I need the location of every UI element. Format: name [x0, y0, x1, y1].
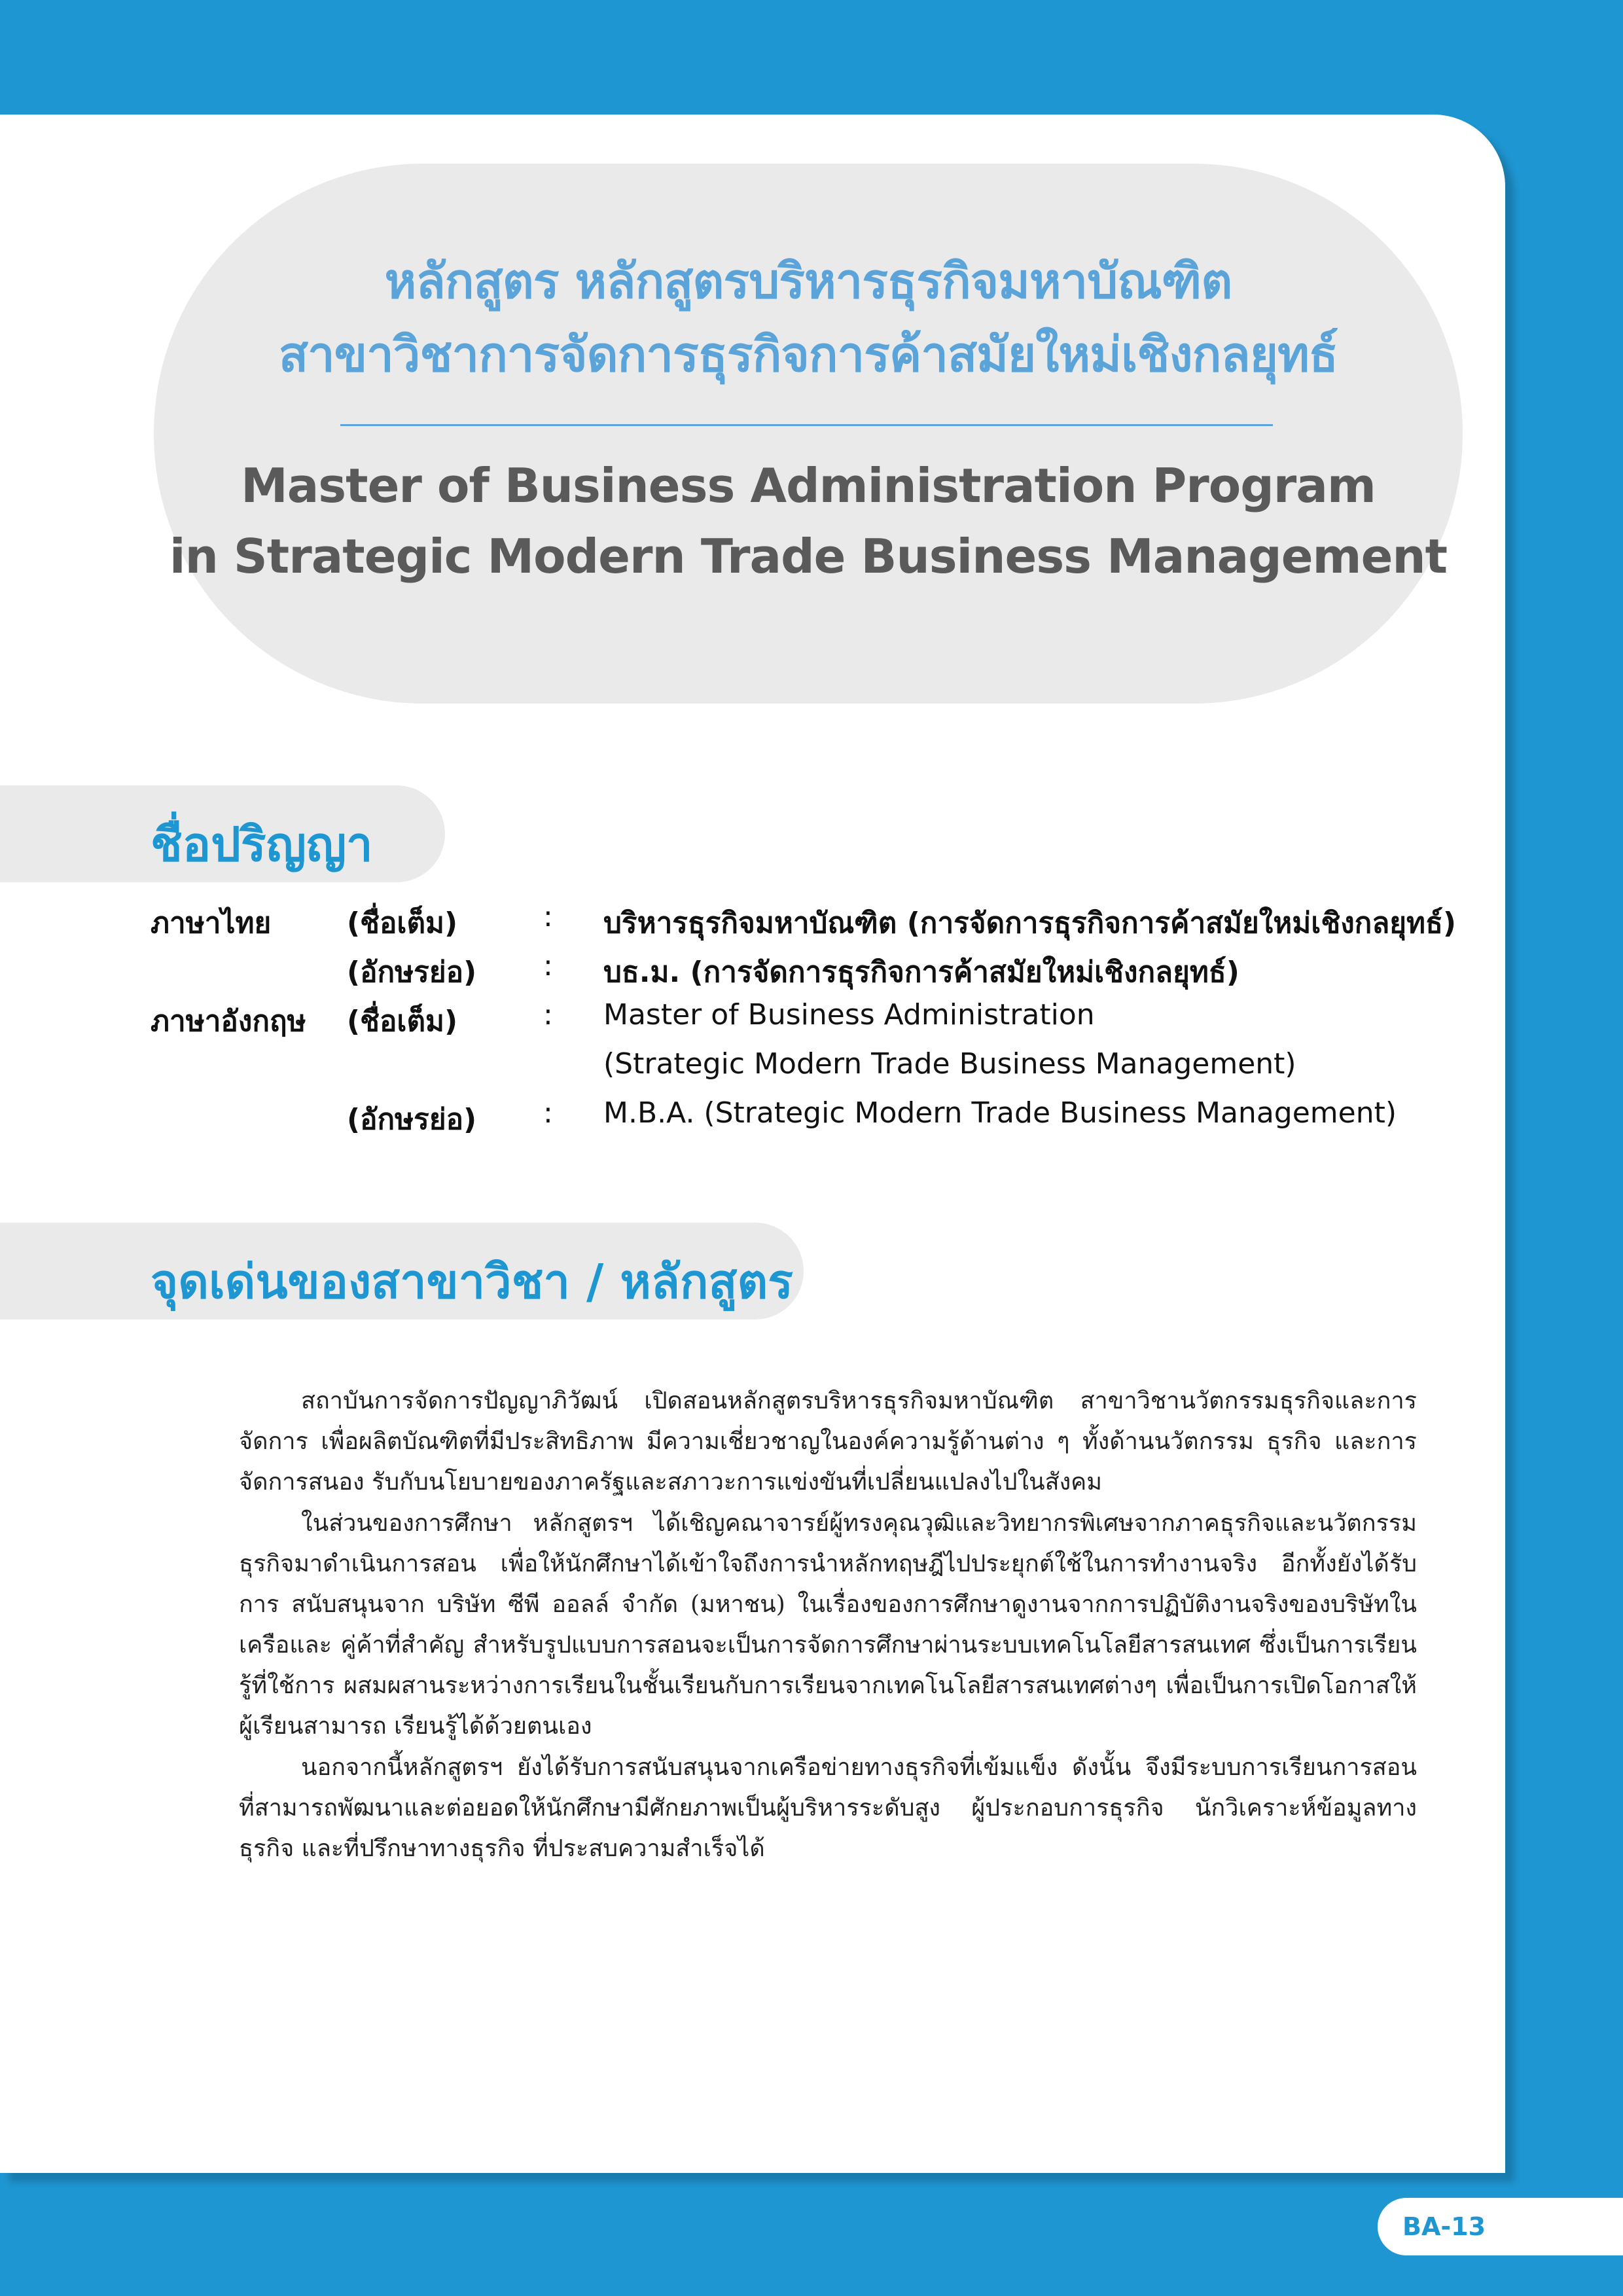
highlights-section-heading: จุดเด่นของสาขาวิชา / หลักสูตร [151, 1254, 793, 1309]
degree-row-type: (อักษรย่อ) [347, 956, 477, 989]
degree-row-language: ภาษาไทย [151, 906, 272, 940]
degree-row-value: M.B.A. (Strategic Modern Trade Business Management) [603, 1096, 1397, 1130]
page-card [0, 115, 1505, 2173]
highlights-paragraph: ในส่วนของการศึกษา หลักสูตรฯ ได้เชิญคณาจารย์ผู้ทรงคุณวุฒิและวิทยากรพิเศษจากภาคธุรกิจและนวัตกรรม ธุรกิจมาดำเนินการสอน เพื่อให้นักศึกษาได้เข้าใจถึงการนำหลักทฤษฎีไปประยุกต์ใช้ในการทำงานจริง อีกทั้งยังได้รับการ สนับสนุนจาก บริษัท ซีพี ออลล์ จำกัด (มหาชน) ในเรื่องของการศึกษาดูงานจากการปฏิบัติงานจริงของบริษัทในเครือและ คู่ค้าที่สำคัญ สำหรับรูปแบบการสอนจะเป็นการจัดการศึกษาผ่านระบบเทคโนโลยีสารสนเทศ ซึ่งเป็นการเรียนรู้ที่ใช้การ ผสมผสานระหว่างการเรียนในชั้นเรียนกับการเรียนจากเทคโนโลยีสารสนเทศต่างๆ เพื่อเป็นการเปิดโอกาสให้ผู้เรียนสามารถ เรียนรู้ได้ด้วยตนเอง [239, 1510, 1418, 1740]
degree-row-colon: : [543, 998, 553, 1031]
degree-row-value: Master of Business Administration [603, 998, 1095, 1031]
program-title-english-line-1: Master of Business Administration Program [241, 458, 1376, 513]
degree-section-header [0, 785, 445, 882]
highlights-paragraph: นอกจากนี้หลักสูตรฯ ยังได้รับการสนับสนุนจากเครือข่ายทางธุรกิจที่เข้มแข็ง ดังนั้น จึงมีระบบการเรียนการสอน ที่สามารถพัฒนาและต่อยอดให้นักศึกษามีศักยภาพเป็นผู้บริหารระดับสูง ผู้ประกอบการธุรกิจ นักวิเคราะห์ข้อมูลทางธุรกิจ และที่ปรึกษาทางธุรกิจ ที่ประสบความสำเร็จได้ [239, 1754, 1417, 1862]
page-number: BA-13 [1402, 2212, 1486, 2241]
degree-row-type: (อักษรย่อ) [347, 1103, 477, 1136]
page-number-tab [1378, 2198, 1623, 2255]
degree-row-colon: : [543, 1096, 553, 1130]
degree-row-colon: : [543, 900, 553, 933]
title-divider [340, 424, 1273, 426]
degree-row-type: (ชื่อเต็ม) [347, 1005, 458, 1038]
degree-row-colon: : [543, 949, 553, 982]
program-title-thai-line-1: หลักสูตร หลักสูตรบริหารธุรกิจมหาบัณฑิต [384, 253, 1232, 310]
degree-section-heading: ชื่อปริญญา [151, 817, 373, 872]
program-title-thai-line-2: สาขาวิชาการจัดการธุรกิจการค้าสมัยใหม่เชิงกลยุทธ์ [278, 327, 1338, 383]
degree-row-language: ภาษาอังกฤษ [151, 1005, 306, 1038]
program-title-english-line-2: in Strategic Modern Trade Business Management [169, 529, 1448, 584]
degree-row-value: (Strategic Modern Trade Business Management) [603, 1047, 1296, 1081]
highlights-paragraph: สถาบันการจัดการปัญญาภิวัฒน์ เปิดสอนหลักสูตรบริหารธุรกิจมหาบัณฑิต สาขาวิชานวัตกรรมธุรกิจและการจัดการ เพื่อผลิตบัณฑิตที่มีประสิทธิภาพ มีความเชี่ยวชาญในองค์ความรู้ด้านต่าง ๆ ทั้งด้านนวัตกรรม ธุรกิจ และการจัดการสนอง รับกับนโยบายของภาครัฐและสภาวะการแข่งขันที่เปลี่ยนแปลงไปในสังคม [239, 1388, 1417, 1496]
degree-row-type: (ชื่อเต็ม) [347, 906, 458, 940]
degree-row-value: บธ.ม. (การจัดการธุรกิจการค้าสมัยใหม่เชิงกลยุทธ์) [603, 956, 1240, 989]
degree-row-value: บริหารธุรกิจมหาบัณฑิต (การจัดการธุรกิจการค้าสมัยใหม่เชิงกลยุทธ์) [603, 906, 1457, 940]
program-title-panel [154, 164, 1463, 704]
highlights-section-header [0, 1223, 804, 1319]
